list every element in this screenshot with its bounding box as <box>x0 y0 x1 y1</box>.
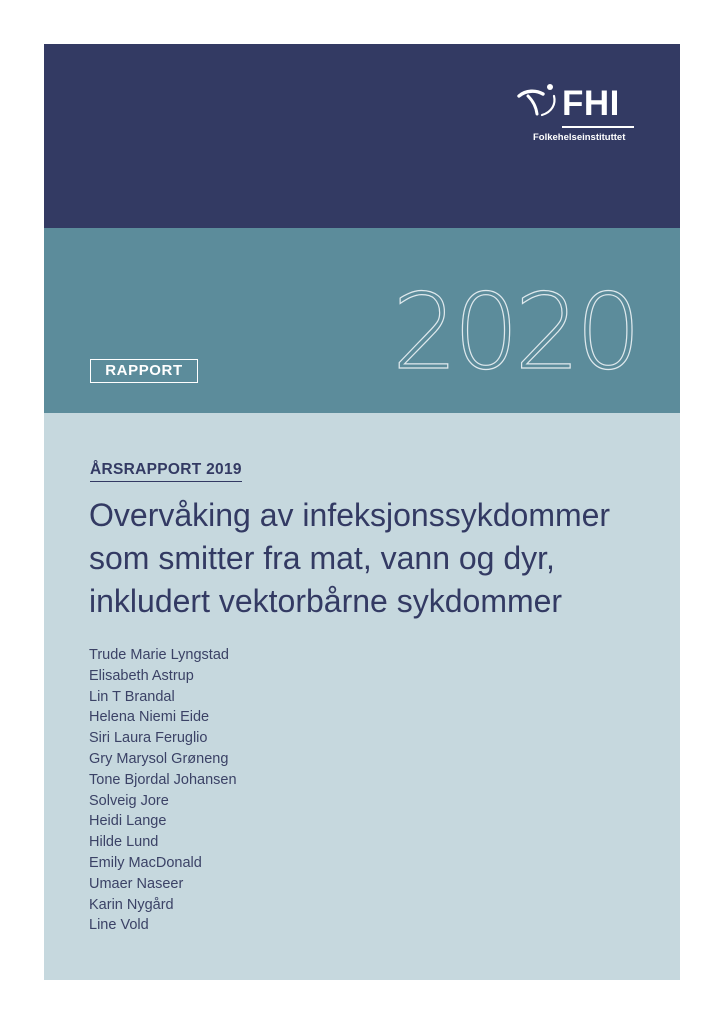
author-name: Emily MacDonald <box>89 854 202 871</box>
author-name: Trude Marie Lyngstad <box>89 647 229 663</box>
logo-underline <box>562 126 634 128</box>
author-name: Hilde Lund <box>89 834 159 851</box>
title-line: som smitter fra mat, vann og dyr, <box>89 540 555 576</box>
author-name: Heidi Lange <box>89 813 167 830</box>
fhi-wordmark: FHI <box>562 84 620 123</box>
report-cover <box>44 44 680 980</box>
fhi-logo <box>516 82 642 144</box>
report-kicker: ÅRSRAPPORT 2019 <box>90 460 242 482</box>
author-name: Karin Nygård <box>89 896 174 913</box>
title-line: inkludert vektorbårne sykdommer <box>89 583 563 619</box>
author-name: Solveig Jore <box>89 792 169 809</box>
title-line: Overvåking av infeksjonssykdommer <box>89 497 611 533</box>
author-name: Gry Marysol Grøneng <box>89 750 229 767</box>
report-type-badge: RAPPORT <box>90 359 198 383</box>
fhi-figure-icon <box>516 82 560 126</box>
author-name: Tone Bjordal Johansen <box>89 771 237 788</box>
author-list <box>89 645 237 936</box>
author-name: Elisabeth Astrup <box>89 667 194 684</box>
report-title <box>89 494 669 623</box>
author-name: Siri Laura Feruglio <box>89 730 208 747</box>
fhi-subtitle: Folkehelseinstituttet <box>533 132 626 143</box>
author-name: Helena Niemi Eide <box>89 709 210 726</box>
author-name: Lin T Brandal <box>89 688 175 705</box>
author-name: Line Vold <box>89 917 149 934</box>
author-name: Umaer Naseer <box>89 875 184 892</box>
cover-year: 2020 <box>392 271 637 393</box>
